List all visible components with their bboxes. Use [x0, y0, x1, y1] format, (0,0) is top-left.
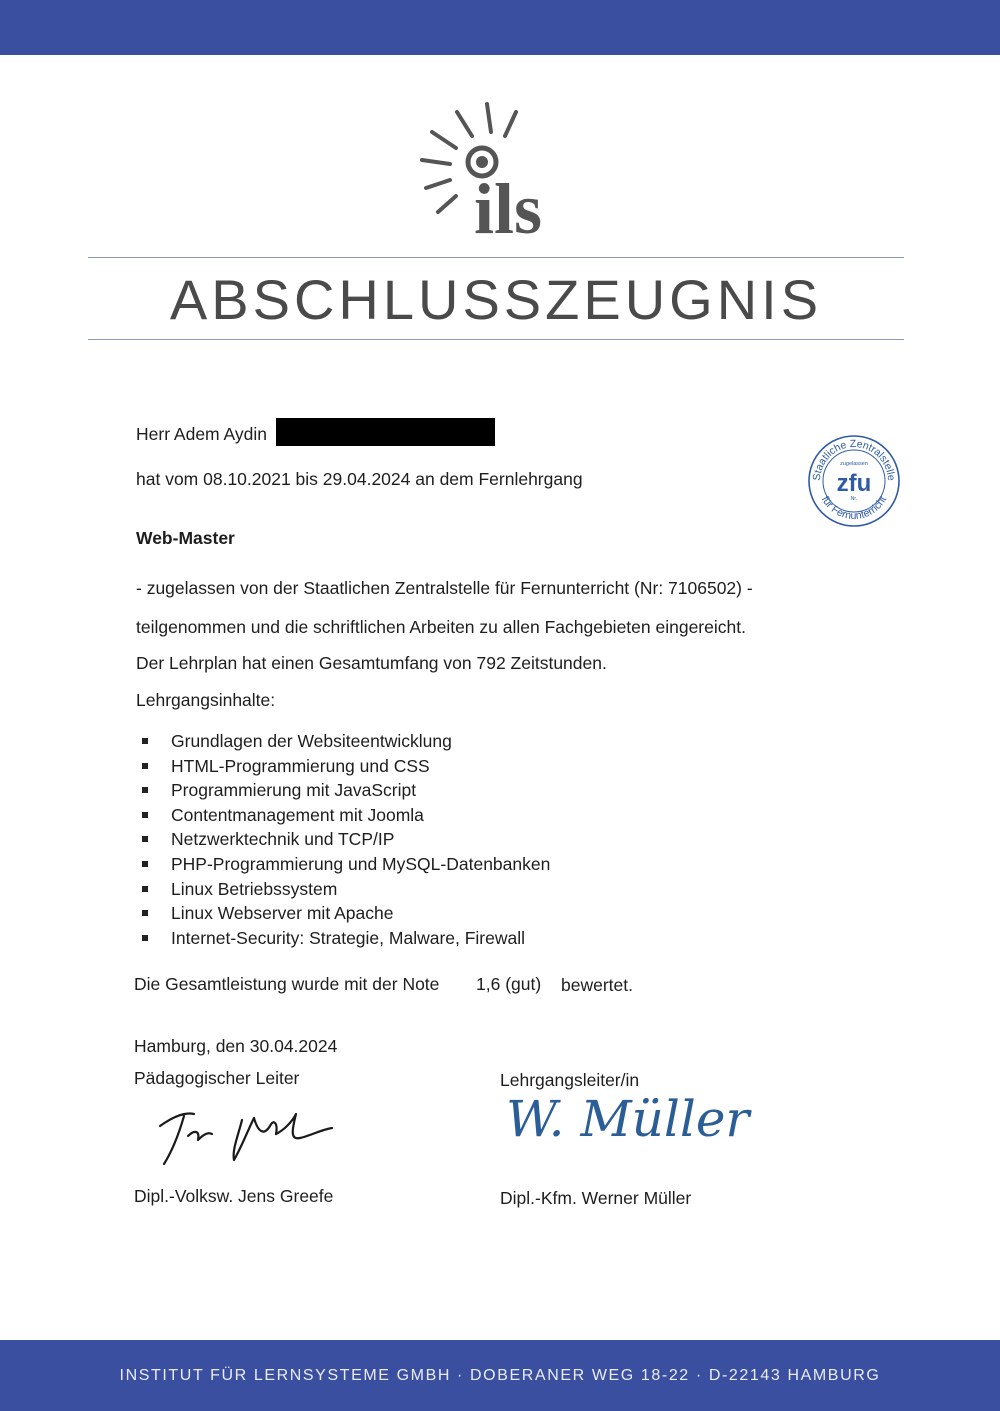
zfu-stamp: [806, 433, 902, 529]
list-item: Programmierung mit JavaScript: [140, 778, 550, 803]
list-item: Netzwerktechnik und TCP/IP: [140, 827, 550, 852]
contents-heading: Lehrgangsinhalte:: [136, 690, 276, 710]
list-item: Contentmanagement mit Joomla: [140, 803, 550, 828]
left-signatory-role: Pädagogischer Leiter: [134, 1068, 300, 1088]
list-item: Linux Webserver mit Apache: [140, 901, 550, 926]
place-date: Hamburg, den 30.04.2024: [134, 1036, 338, 1056]
title-rule-top: [88, 257, 904, 258]
ils-logo: [412, 98, 582, 243]
period-line: hat vom 08.10.2021 bis 29.04.2024 an dem Fernlehrgang: [136, 469, 583, 489]
approval-line: - zugelassen von der Staatlichen Zentralstelle für Fernunterricht (Nr: 7106502) -: [136, 578, 753, 598]
left-signatory-name: Dipl.-Volksw. Jens Greefe: [134, 1186, 334, 1206]
title-rule-bottom: [88, 339, 904, 340]
list-item: Linux Betriebssystem: [140, 877, 550, 902]
list-item: Grundlagen der Websiteentwicklung: [140, 729, 550, 754]
participation-line: teilgenommen und die schriftlichen Arbeiten zu allen Fachgebieten eingereicht.: [136, 617, 746, 637]
stamp-top-text: Staatliche Zentralstelle: [810, 437, 898, 482]
stamp-logo: zfu: [836, 470, 872, 497]
grade-suffix: bewertet.: [561, 975, 633, 995]
stamp-bottom-text: für Fernunterricht: [818, 494, 890, 523]
footer-band: [0, 1340, 1000, 1411]
right-signature: W. Müller: [506, 1090, 750, 1148]
top-color-band: [0, 0, 1000, 55]
right-signatory-role: Lehrgangsleiter/in: [500, 1070, 640, 1090]
stamp-small-text: zugelassen: [840, 461, 868, 467]
zfu-seal-icon: [806, 433, 902, 529]
footer-address: INSTITUT FÜR LERNSYSTEME GMBH · DOBERANER WEG 18-22 · D-22143 HAMBURG: [119, 1366, 881, 1384]
contents-list: [140, 729, 550, 950]
document-title: ABSCHLUSSZEUGNIS: [169, 268, 823, 331]
logo-wordmark: ils: [474, 169, 543, 243]
left-signature: [150, 1100, 340, 1175]
list-item: Internet-Security: Strategie, Malware, Firewall: [140, 926, 550, 951]
grade-value: 1,6 (gut): [476, 974, 542, 994]
grade-prefix: Die Gesamtleistung wurde mit der Note: [134, 974, 440, 994]
recipient-name: Herr Adem Aydin: [136, 424, 267, 444]
sun-logo-icon: [412, 98, 582, 243]
right-signatory-name: Dipl.-Kfm. Werner Müller: [500, 1188, 692, 1208]
list-item: PHP-Programmierung und MySQL-Datenbanken: [140, 852, 550, 877]
redaction-bar: [276, 418, 495, 446]
scope-line: Der Lehrplan hat einen Gesamtumfang von 792 Zeitstunden.: [136, 653, 607, 673]
stamp-nr-label: Nr.: [850, 496, 858, 502]
list-item: HTML-Programmierung und CSS: [140, 754, 550, 779]
course-name: Web-Master: [136, 528, 235, 548]
